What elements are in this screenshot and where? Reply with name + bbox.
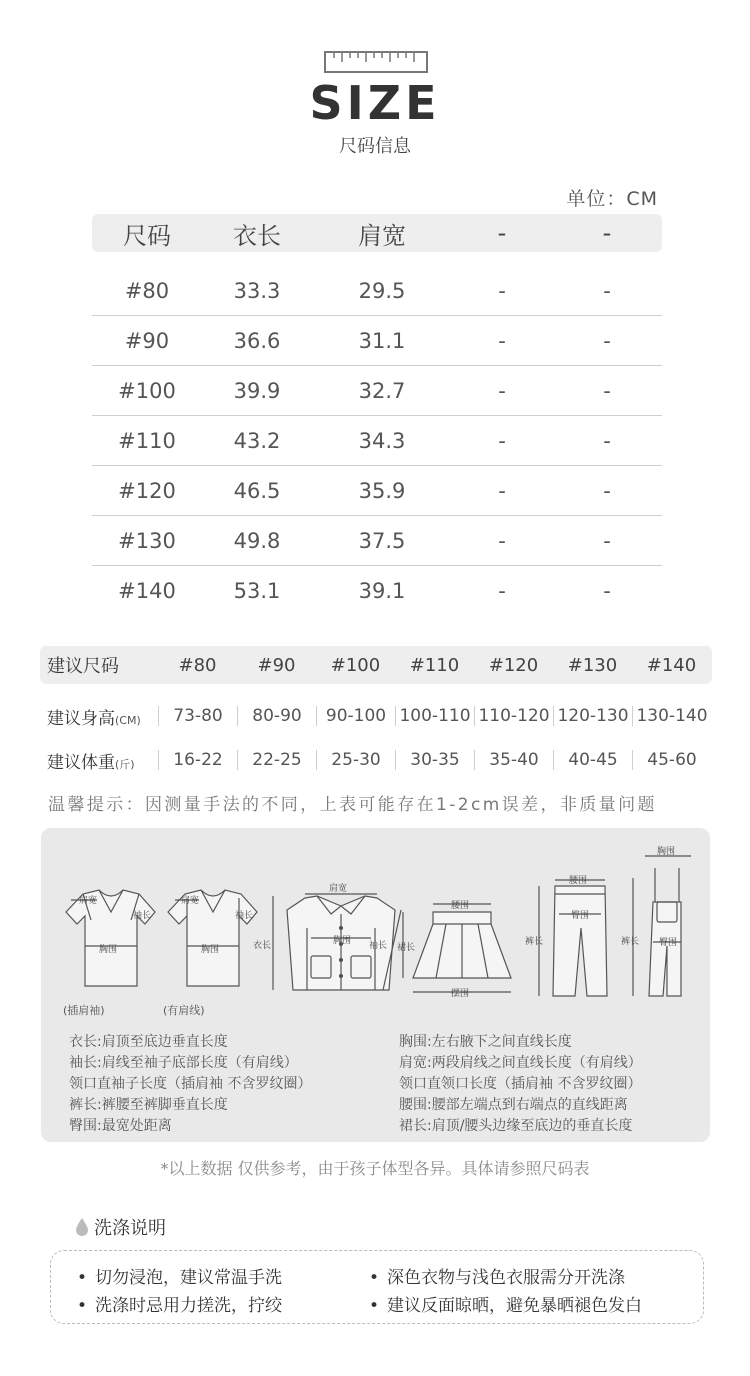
table-cell: - <box>603 579 611 603</box>
definition-item: 领口直领口长度（插肩袖 不含罗纹圈） <box>399 1076 642 1092</box>
definition-item: 胸围:左右腋下之间直线长度 <box>399 1034 572 1050</box>
header-cell: - <box>497 219 507 247</box>
table-cell: - <box>603 478 611 503</box>
definition-item: 领口直袖子长度（插肩袖 不含罗纹圈） <box>69 1076 312 1092</box>
height-cell: 80-90 <box>237 706 316 726</box>
height-cell: 130-140 <box>632 706 711 726</box>
table-cell: 43.2 <box>233 428 281 453</box>
table-cell: 53.1 <box>233 579 281 603</box>
washing-item: • 深色衣物与浅色衣服需分开洗涤 <box>369 1263 625 1288</box>
label-sleeve: 袖长 <box>133 911 152 921</box>
definition-item: 臀围:最宽处距离 <box>69 1118 172 1134</box>
label-chest: 胸围 <box>99 945 118 955</box>
table-cell: 37.5 <box>358 528 406 553</box>
table-cell: #90 <box>124 328 170 353</box>
table-cell: 32.7 <box>358 378 406 403</box>
label-chest: 胸围 <box>333 936 352 946</box>
rec-size: #130 <box>567 654 618 676</box>
definitions-left <box>69 1032 311 1137</box>
table-cell: 29.5 <box>358 278 406 303</box>
header-cell: 尺码 <box>123 221 171 250</box>
rec-size: #120 <box>488 654 539 676</box>
height-cell: 73-80 <box>158 706 237 726</box>
table-cell: - <box>498 278 506 303</box>
measurement-diagram-panel <box>41 828 710 1142</box>
table-cell: #140 <box>118 579 176 603</box>
rec-size: #90 <box>257 654 296 676</box>
washing-item: • 建议反面晾晒，避免暴晒褪色发白 <box>369 1291 642 1316</box>
table-cell: - <box>498 378 506 403</box>
weight-cell: 22-25 <box>237 750 316 770</box>
table-cell: 39.9 <box>233 378 281 403</box>
table-cell: #80 <box>124 278 170 303</box>
height-cell: 100-110 <box>395 706 474 726</box>
rec-size: #100 <box>330 654 381 676</box>
label-waist: 腰围 <box>451 901 470 911</box>
weight-cell: 35-40 <box>474 750 553 770</box>
washing-item: • 切勿浸泡，建议常温手洗 <box>77 1263 282 1288</box>
label-length: 衣长 <box>253 941 272 951</box>
table-cell: 49.8 <box>233 528 281 553</box>
definition-item: 肩宽:两段肩线之间直线长度（有肩线） <box>399 1055 642 1071</box>
height-cell: 120-130 <box>553 706 632 726</box>
skirt-icon <box>403 904 511 992</box>
table-row <box>92 416 662 466</box>
table-cell: 46.5 <box>233 478 281 503</box>
label-sleeve: 袖长 <box>235 911 254 921</box>
page-subtitle: 尺码信息 <box>339 136 411 157</box>
weight-label: 建议体重(斤) <box>47 752 135 773</box>
rec-size: #110 <box>409 654 460 676</box>
rec-size: #140 <box>646 654 697 676</box>
height-row <box>40 694 712 738</box>
table-cell: #130 <box>118 528 176 553</box>
table-cell: - <box>603 428 611 453</box>
overalls-icon <box>633 856 691 996</box>
label-skirt: 裙长 <box>397 943 416 953</box>
weight-cell: 45-60 <box>632 750 711 770</box>
table-row <box>92 466 662 516</box>
label-waist: 腰围 <box>569 876 588 886</box>
recommendation-header <box>40 646 712 684</box>
definition-item: 裤长:裤腰至裤脚垂直长度 <box>69 1097 228 1113</box>
header-cell: 肩宽 <box>358 221 406 250</box>
measurement-tip: 温馨提示：因测量手法的不同，上表可能存在1-2cm误差，非质量问题 <box>48 795 657 815</box>
table-cell: 36.6 <box>233 328 281 353</box>
label-chest: 胸围 <box>201 945 220 955</box>
label-sleeve: 袖长 <box>369 941 388 951</box>
table-cell: 33.3 <box>233 278 281 303</box>
table-cell: - <box>498 528 506 553</box>
label-shoulder: 肩宽 <box>329 884 348 894</box>
recommendation-table <box>40 646 712 782</box>
header-cell: - <box>602 219 612 247</box>
label-pants: 裤长 <box>621 937 640 947</box>
rec-header-label: 建议尺码 <box>47 656 119 677</box>
washing-instructions <box>50 1250 704 1324</box>
caption-seam: (有肩线) <box>163 1004 205 1017</box>
pants-icon <box>539 880 607 996</box>
weight-cell: 16-22 <box>158 750 237 770</box>
definition-item: 裙长:肩顶/腰头边缘至底边的垂直长度 <box>399 1118 633 1134</box>
table-cell: - <box>498 478 506 503</box>
table-cell: #100 <box>118 378 176 403</box>
height-cell: 90-100 <box>316 706 395 726</box>
washing-title-text: 洗涤说明 <box>94 1218 166 1239</box>
washing-item: • 洗涤时忌用力搓洗，拧绞 <box>77 1291 282 1316</box>
table-row <box>92 516 662 566</box>
table-cell: - <box>498 428 506 453</box>
table-row <box>92 266 662 316</box>
label-pants: 裤长 <box>525 937 544 947</box>
table-cell: 34.3 <box>358 428 406 453</box>
label-shoulder: 肩宽 <box>79 896 98 906</box>
size-table-header <box>92 214 662 252</box>
unit-label: 单位：CM <box>566 188 658 210</box>
water-drop-icon <box>74 1217 90 1237</box>
definition-item: 衣长:肩顶至底边垂直长度 <box>69 1034 228 1050</box>
table-cell: #110 <box>118 428 176 453</box>
table-row <box>92 366 662 416</box>
definition-item: 腰围:腰部左端点到右端点的直线距离 <box>399 1097 628 1113</box>
table-cell: 31.1 <box>358 328 406 353</box>
caption-raglan: (插肩袖) <box>63 1004 105 1017</box>
table-cell: - <box>603 528 611 553</box>
weight-cell: 25-30 <box>316 750 395 770</box>
size-table <box>92 214 662 616</box>
reference-note: *以上数据 仅供参考，由于孩子体型各异。具体请参照尺码表 <box>160 1159 590 1178</box>
label-hip: 臀围 <box>659 938 678 948</box>
table-row <box>92 566 662 616</box>
table-cell: - <box>603 278 611 303</box>
table-cell: 35.9 <box>358 478 406 503</box>
ruler-icon <box>324 48 428 76</box>
table-cell: - <box>498 328 506 353</box>
table-cell: - <box>498 579 506 603</box>
definition-item: 袖长:肩线至袖子底部长度（有肩线） <box>69 1055 298 1071</box>
rec-size: #80 <box>178 654 217 676</box>
label-shoulder: 肩宽 <box>181 896 200 906</box>
header <box>0 0 750 170</box>
table-cell: 39.1 <box>358 579 406 603</box>
weight-cell: 30-35 <box>395 750 474 770</box>
label-hem: 摆围 <box>451 989 470 999</box>
washing-title <box>74 1214 166 1240</box>
height-cell: 110-120 <box>474 706 553 726</box>
table-cell: - <box>603 378 611 403</box>
garment-diagrams <box>41 828 710 1028</box>
definitions-right <box>399 1032 642 1137</box>
header-cell: 衣长 <box>233 221 281 250</box>
table-cell: #120 <box>118 478 176 503</box>
weight-row <box>40 738 712 782</box>
label-hip: 臀围 <box>571 911 590 921</box>
table-cell: - <box>603 328 611 353</box>
label-chest: 胸围 <box>657 847 676 857</box>
page-title: SIZE <box>309 76 441 130</box>
weight-cell: 40-45 <box>553 750 632 770</box>
height-label: 建议身高(CM) <box>47 708 141 729</box>
table-row <box>92 316 662 366</box>
